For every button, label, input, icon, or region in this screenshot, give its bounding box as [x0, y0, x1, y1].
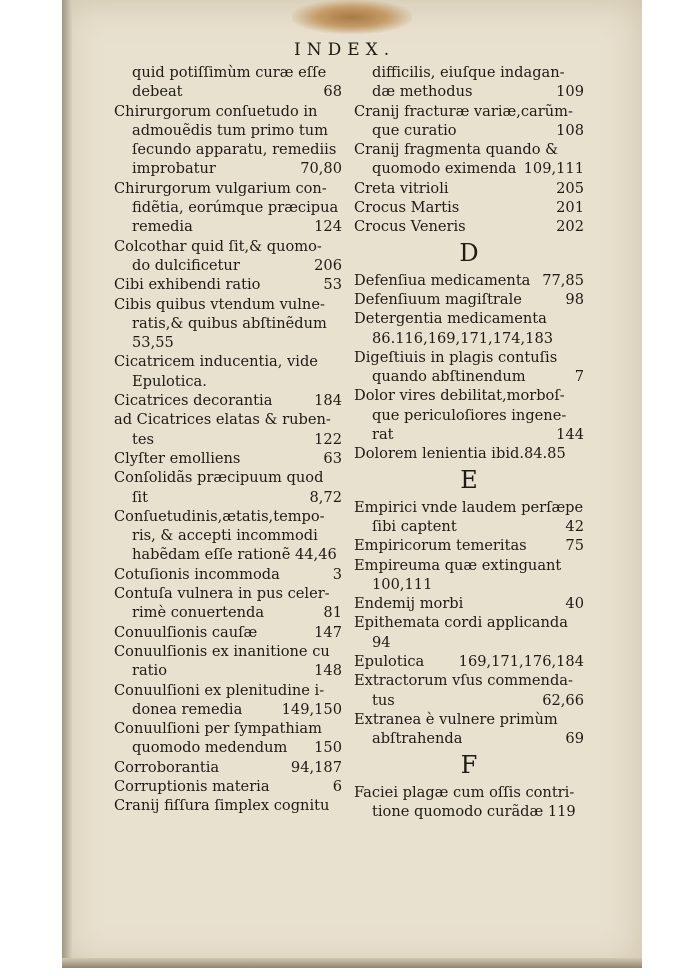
entry-text: Digeſtiuis in plagis contuſis — [354, 348, 558, 366]
index-entry — [354, 710, 584, 749]
entry-text: improbatur — [132, 160, 216, 178]
index-entry — [114, 758, 342, 777]
page-reference: 6 — [332, 777, 342, 795]
page-reference: 109,111 — [523, 160, 584, 178]
entry-line — [114, 82, 342, 101]
page-reference: 3 — [332, 565, 342, 583]
entry-line — [354, 386, 584, 405]
page-reference: 69 — [565, 730, 584, 748]
page-left-edge — [62, 0, 72, 968]
page-reference: 70,80 — [300, 160, 342, 178]
entry-line — [354, 425, 584, 444]
entry-text: Cibi exhibendi ratio — [114, 276, 261, 294]
section-letter: D — [459, 238, 479, 267]
entry-line — [354, 498, 584, 517]
index-entry — [114, 275, 342, 294]
entry-text: remedia — [132, 218, 193, 236]
index-entry — [114, 681, 342, 720]
entry-line — [354, 652, 584, 671]
entry-line — [354, 121, 584, 140]
page-reference: 169,171,176,184 — [458, 653, 584, 671]
entry-line — [354, 198, 584, 217]
entry-text: tus — [372, 691, 395, 709]
top-stain — [292, 0, 412, 34]
entry-line — [114, 198, 342, 217]
book-page — [62, 0, 642, 968]
entry-text: Conuulſioni ex plenitudine i- — [114, 681, 325, 699]
entry-text: Dolorem lenientia ibid.84.85 — [354, 445, 566, 463]
entry-text: quomodo medendum — [132, 739, 288, 757]
entry-line — [114, 777, 342, 796]
entry-text: 86.116,169,171,174,183 — [372, 329, 554, 347]
index-entry — [354, 102, 584, 141]
entry-line — [354, 271, 584, 290]
entry-text: Empiricorum temeritas — [354, 537, 527, 555]
page-reference: 184 — [314, 392, 342, 410]
entry-line — [114, 372, 342, 391]
index-entry — [354, 140, 584, 179]
entry-text: Endemij morbi — [354, 595, 464, 613]
entry-line — [354, 82, 584, 101]
entry-line — [354, 63, 584, 82]
page-reference: 109 — [556, 83, 584, 101]
entry-text: Chirurgorum vulgarium con- — [114, 179, 327, 197]
page-reference: 7 — [574, 368, 584, 386]
page-reference: 149,150 — [281, 700, 342, 718]
entry-text: Epulotica — [354, 653, 425, 671]
entry-line — [354, 367, 584, 386]
entry-line — [354, 671, 584, 690]
entry-text: ratio — [132, 662, 167, 680]
entry-text: Chirurgorum conſuetudo in — [114, 102, 318, 120]
page-reference: 122 — [314, 430, 342, 448]
index-entry — [354, 556, 584, 595]
page-header: INDEX. — [294, 40, 396, 60]
index-entry — [114, 63, 342, 102]
entry-text: fidẽtia, eorúmque præcipua — [132, 199, 339, 217]
entry-text: tione quomodo curãdæ 119 — [372, 802, 576, 820]
entry-line — [354, 613, 584, 632]
entry-line — [354, 575, 584, 594]
entry-text: ris, & accepti incommodi — [132, 527, 318, 545]
entry-line — [114, 796, 342, 815]
entry-line — [114, 217, 342, 236]
entry-line — [114, 295, 342, 314]
index-entry — [354, 498, 584, 537]
index-entry — [354, 444, 584, 463]
index-entry — [354, 613, 584, 652]
entry-line — [114, 623, 342, 642]
entry-text: ſibi captent — [372, 517, 457, 535]
entry-line — [114, 314, 342, 333]
entry-text: admouẽdis tum primo tum — [132, 121, 328, 139]
entry-line — [354, 290, 584, 309]
entry-text: Corroborantia — [114, 758, 220, 776]
entry-line — [114, 565, 342, 584]
entry-line — [354, 556, 584, 575]
entry-line — [114, 391, 342, 410]
entry-text: Clyſter emolliens — [114, 449, 241, 467]
entry-line — [114, 121, 342, 140]
left-column — [114, 63, 342, 816]
entry-text: difficilis, eiuſque indagan- — [372, 64, 565, 81]
index-entry — [354, 536, 584, 555]
index-entry — [114, 584, 342, 623]
entry-line — [354, 159, 584, 178]
entry-text: rat — [372, 426, 394, 444]
entry-text: dæ methodus — [372, 83, 473, 101]
entry-line — [114, 488, 342, 507]
index-entry — [114, 719, 342, 758]
index-entry — [114, 391, 342, 410]
entry-line — [114, 352, 342, 371]
entry-line — [114, 758, 342, 777]
index-entry — [354, 652, 584, 671]
entry-text: Contuſa vulnera in pus celer- — [114, 585, 330, 603]
page-reference: 40 — [565, 595, 584, 613]
page-reference: 108 — [556, 121, 584, 139]
entry-text: debeat — [132, 83, 183, 101]
entry-line — [114, 237, 342, 256]
index-entry — [114, 777, 342, 796]
section-letter: E — [460, 465, 478, 494]
entry-line — [114, 179, 342, 198]
entry-text: do dulcificetur — [132, 256, 240, 274]
entry-line — [114, 468, 342, 487]
entry-text: abſtrahenda — [372, 730, 463, 748]
entry-text: Extractorum vſus commenda- — [354, 672, 573, 690]
index-entry — [114, 796, 342, 815]
entry-text: que curatio — [372, 121, 457, 139]
page-reference: 81 — [323, 604, 342, 622]
index-entry — [354, 271, 584, 290]
index-entry — [354, 198, 584, 217]
index-entry — [354, 783, 584, 822]
entry-line — [114, 275, 342, 294]
entry-line — [354, 179, 584, 198]
index-entry — [354, 179, 584, 198]
entry-text: Conſolidãs præcipuum quod — [114, 469, 324, 487]
entry-text: 94 — [372, 633, 391, 651]
entry-text: Cotuſionis incommoda — [114, 565, 280, 583]
entry-text: Cranij fracturæ variæ,carũm- — [354, 102, 573, 120]
page-reference: 68 — [323, 83, 342, 101]
entry-text: Crocus Veneris — [354, 218, 466, 236]
entry-text: Empireuma quæ extinguant — [354, 556, 562, 574]
entry-text: Crocus Martis — [354, 199, 460, 217]
entry-line — [114, 256, 342, 275]
entry-line — [354, 406, 584, 425]
page-reference: 148 — [314, 662, 342, 680]
index-entry — [114, 410, 342, 449]
page-reference: 147 — [314, 623, 342, 641]
index-entry — [114, 507, 342, 565]
entry-text: quando abſtinendum — [372, 368, 526, 386]
entry-line — [114, 449, 342, 468]
page-reference: 124 — [314, 218, 342, 236]
page-reference: 8,72 — [309, 488, 342, 506]
right-column — [354, 63, 584, 821]
entry-text: 100,111 — [372, 575, 433, 593]
index-entry — [114, 179, 342, 237]
entry-text: habẽdam eſſe rationẽ 44,46 — [132, 546, 337, 564]
index-entry — [114, 102, 342, 179]
entry-text: tes — [132, 430, 154, 448]
entry-line — [114, 140, 342, 159]
entry-text: Corruptionis materia — [114, 777, 270, 795]
entry-text: Creta vitrioli — [354, 179, 449, 197]
index-entry — [354, 386, 584, 444]
entry-line — [114, 430, 342, 449]
entry-line — [114, 333, 342, 352]
entry-line — [354, 783, 584, 802]
entry-text: Conſuetudinis,ætatis,tempo- — [114, 507, 325, 525]
page-reference: 53 — [323, 276, 342, 294]
entry-line — [354, 729, 584, 748]
entry-line — [354, 594, 584, 613]
page-reference: 205 — [556, 179, 584, 197]
entry-text: ſecundo apparatu, remediis — [132, 141, 337, 159]
entry-text: Epithemata cordi applicanda — [354, 614, 568, 632]
entry-text: Conuulſioni per ſympathiam — [114, 720, 322, 738]
index-entry — [354, 348, 584, 387]
index-entry — [114, 295, 342, 353]
entry-text: rimè conuertenda — [132, 604, 265, 622]
entry-text: Cranij fiſſura ſimplex cognitu — [114, 797, 330, 815]
entry-line — [114, 661, 342, 680]
page-reference: 201 — [556, 199, 584, 217]
entry-line — [354, 102, 584, 121]
page-reference: 150 — [314, 739, 342, 757]
entry-text: Conuulſionis cauſæ — [114, 623, 258, 641]
entry-text: Epulotica. — [132, 372, 207, 390]
entry-line — [354, 348, 584, 367]
index-entry — [114, 237, 342, 276]
index-entry — [354, 217, 584, 236]
entry-line — [354, 710, 584, 729]
index-entry — [354, 594, 584, 613]
entry-line — [114, 681, 342, 700]
entry-text: Empirici vnde laudem perſæpe — [354, 498, 584, 516]
entry-line — [354, 309, 584, 328]
entry-line — [114, 700, 342, 719]
entry-line — [114, 603, 342, 622]
page-reference: 206 — [314, 256, 342, 274]
entry-line — [114, 410, 342, 429]
entry-line — [354, 536, 584, 555]
entry-text: Cranij fragmenta quando & — [354, 141, 559, 159]
entry-text: Defenſiuum magiſtrale — [354, 290, 522, 308]
entry-line — [354, 517, 584, 536]
entry-line — [354, 444, 584, 463]
entry-text: Cicatrices decorantia — [114, 392, 273, 410]
page-reference: 62,66 — [542, 691, 584, 709]
section-letter: F — [460, 750, 478, 779]
entry-line — [114, 102, 342, 121]
entry-text: quid potiſſimùm curæ eſſe — [132, 64, 327, 81]
index-entry — [114, 352, 342, 391]
page-reference: 98 — [565, 290, 584, 308]
entry-line — [114, 719, 342, 738]
page-bottom-edge — [62, 958, 642, 968]
entry-text: Colcothar quid ſit,& quomo- — [114, 237, 322, 255]
entry-text: Conuulſionis ex inanitione cu — [114, 642, 330, 660]
index-entry — [114, 642, 342, 681]
entry-line — [114, 584, 342, 603]
index-entry — [114, 623, 342, 642]
index-entry — [354, 290, 584, 309]
entry-text: Faciei plagæ cum oſſis contri- — [354, 783, 575, 801]
entry-text: Detergentia medicamenta — [354, 310, 547, 328]
index-entry — [114, 449, 342, 468]
page-reference: 75 — [565, 537, 584, 555]
entry-line — [114, 545, 342, 564]
entry-text: ſit — [132, 488, 148, 506]
page-reference: 94,187 — [290, 758, 342, 776]
entry-text: Defenſiua medicamenta — [354, 271, 531, 289]
entry-line — [114, 642, 342, 661]
index-entry — [114, 565, 342, 584]
entry-line — [114, 507, 342, 526]
entry-line — [354, 802, 584, 821]
entry-text: 53,55 — [132, 334, 174, 352]
page-reference: 202 — [556, 218, 584, 236]
index-entry — [354, 671, 584, 710]
entry-line — [354, 633, 584, 652]
entry-text: Extranea è vulnere primùm — [354, 710, 558, 728]
entry-line — [114, 526, 342, 545]
entry-line — [114, 159, 342, 178]
entry-line — [354, 691, 584, 710]
page-reference: 77,85 — [542, 271, 584, 289]
page-reference: 63 — [323, 449, 342, 467]
entry-line — [354, 140, 584, 159]
entry-line — [114, 738, 342, 757]
entry-text: que periculoſiores ingene- — [372, 406, 567, 424]
entry-line — [354, 329, 584, 348]
index-entry — [354, 309, 584, 348]
page-reference: 42 — [565, 517, 584, 535]
page-reference: 144 — [556, 426, 584, 444]
index-entry — [354, 63, 584, 102]
entry-text: Cibis quibus vtendum vulne- — [114, 295, 325, 313]
index-entry — [114, 468, 342, 507]
entry-text: quomodo eximenda — [372, 160, 517, 178]
entry-line — [114, 63, 342, 82]
entry-text: Dolor vires debilitat,morboſ- — [354, 387, 565, 405]
entry-text: donea remedia — [132, 700, 243, 718]
entry-line — [354, 217, 584, 236]
entry-text: ad Cicatrices elatas & ruben- — [114, 411, 331, 429]
entry-text: Cicatricem inducentia, vide — [114, 353, 318, 371]
entry-text: ratis,& quibus abſtinẽdum — [132, 314, 327, 332]
